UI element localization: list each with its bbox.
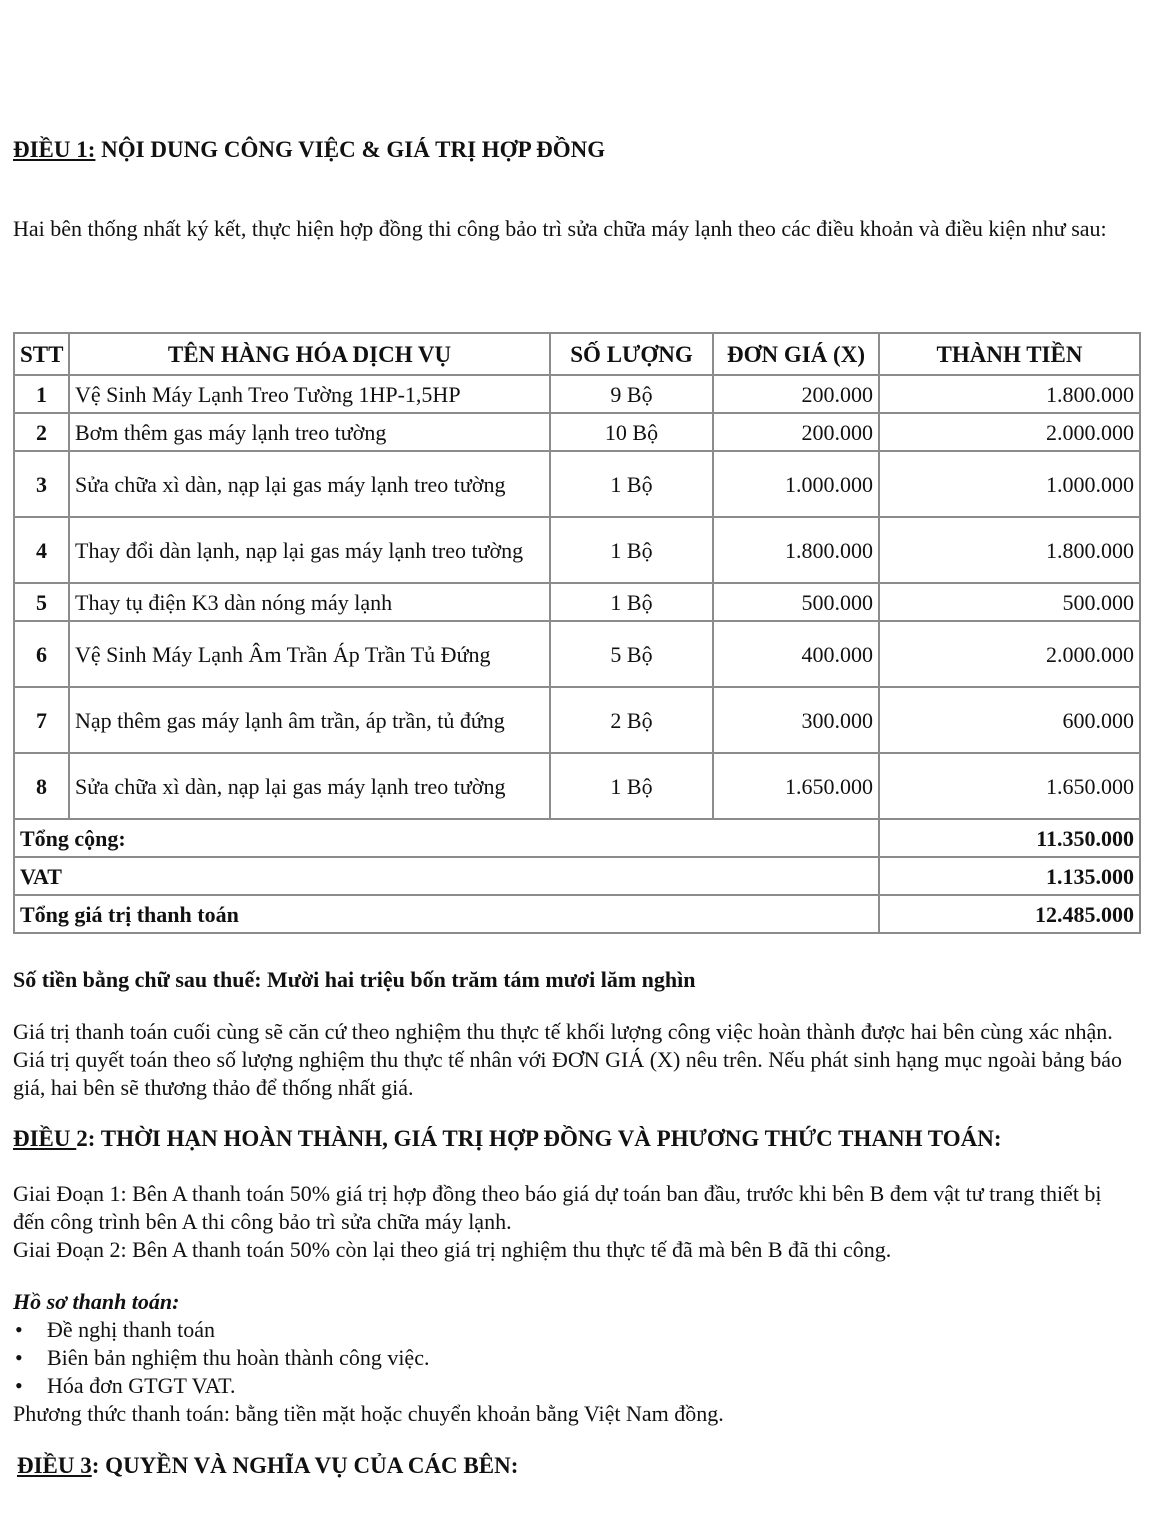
payment-stage-2: Giai Đoạn 2: Bên A thanh toán 50% còn lại theo giá trị nghiệm thu thực tế đã mà bên B đã thi công. <box>13 1237 892 1262</box>
payment-docs-list <box>13 1316 1113 1400</box>
row-amount: 600.000 <box>879 687 1140 753</box>
vat-value: 1.135.000 <box>879 857 1140 895</box>
table-row <box>14 621 1140 687</box>
row-name: Thay tụ điện K3 dàn nóng máy lạnh <box>69 583 550 621</box>
article-3-heading: : QUYỀN VÀ NGHĨA VỤ CỦA CÁC BÊN: <box>91 1453 519 1478</box>
row-stt: 6 <box>14 621 69 687</box>
row-name: Bơm thêm gas máy lạnh treo tường <box>69 413 550 451</box>
row-amount: 1.800.000 <box>879 375 1140 413</box>
vat-label: VAT <box>14 857 879 895</box>
row-quantity: 2 Bộ <box>550 687 713 753</box>
row-stt: 7 <box>14 687 69 753</box>
row-quantity: 9 Bộ <box>550 375 713 413</box>
row-stt: 5 <box>14 583 69 621</box>
list-item-text: Đề nghị thanh toán <box>47 1317 216 1342</box>
subtotal-label: Tổng cộng: <box>14 819 879 857</box>
row-name: Sửa chữa xì dàn, nạp lại gas máy lạnh treo tường <box>69 753 550 819</box>
row-amount: 1.000.000 <box>879 451 1140 517</box>
row-quantity: 1 Bộ <box>550 451 713 517</box>
payment-method: Phương thức thanh toán: bằng tiền mặt hoặc chuyển khoản bằng Việt Nam đồng. <box>13 1401 724 1426</box>
row-quantity: 1 Bộ <box>550 583 713 621</box>
row-stt: 4 <box>14 517 69 583</box>
row-name: Nạp thêm gas máy lạnh âm trần, áp trần, tủ đứng <box>69 687 550 753</box>
table-row <box>14 413 1140 451</box>
list-item <box>13 1372 1113 1400</box>
subtotal-value: 11.350.000 <box>879 819 1140 857</box>
row-amount: 1.800.000 <box>879 517 1140 583</box>
list-item-text: Hóa đơn GTGT VAT. <box>47 1373 236 1398</box>
grand-total-row <box>14 895 1140 933</box>
row-unit-price: 400.000 <box>713 621 879 687</box>
row-quantity: 5 Bộ <box>550 621 713 687</box>
row-amount: 500.000 <box>879 583 1140 621</box>
goods-table <box>13 332 1141 934</box>
table-row <box>14 517 1140 583</box>
grand-total-label: Tổng giá trị thanh toán <box>14 895 879 933</box>
bullet-icon: • <box>15 1345 23 1370</box>
row-quantity: 1 Bộ <box>550 753 713 819</box>
row-stt: 8 <box>14 753 69 819</box>
bullet-icon: • <box>15 1373 23 1398</box>
article-3-number: ĐIỀU 3 <box>17 1453 92 1478</box>
vat-row <box>14 857 1140 895</box>
row-unit-price: 200.000 <box>713 375 879 413</box>
article-2-number: ĐIỀU <box>13 1126 77 1151</box>
row-name: Sửa chữa xì dàn, nạp lại gas máy lạnh treo tường <box>69 451 550 517</box>
article-2-heading: 2: THỜI HẠN HOÀN THÀNH, GIÁ TRỊ HỢP ĐỒNG VÀ PHƯƠNG THỨC THANH TOÁN: <box>76 1126 1002 1151</box>
row-quantity: 1 Bộ <box>550 517 713 583</box>
row-unit-price: 300.000 <box>713 687 879 753</box>
table-row <box>14 375 1140 413</box>
table-row <box>14 451 1140 517</box>
row-unit-price: 1.650.000 <box>713 753 879 819</box>
grand-total-value: 12.485.000 <box>879 895 1140 933</box>
row-stt: 2 <box>14 413 69 451</box>
header-name: TÊN HÀNG HÓA DỊCH VỤ <box>69 333 550 375</box>
article-2-title <box>13 1126 1002 1152</box>
row-unit-price: 1.000.000 <box>713 451 879 517</box>
payment-docs-title: Hồ sơ thanh toán: <box>13 1289 180 1314</box>
settlement-note: Giá trị thanh toán cuối cùng sẽ căn cứ theo nghiệm thu thực tế khối lượng công việc hoàn thành được hai bên cùng xác nhận. Giá trị quyết toán theo số lượng nghiệm thu thực tế nhân với ĐƠN GIÁ (X) nêu trên. Nếu phát sinh hạng mục ngoài bảng báo giá, hai bên sẽ thương thảo để thống nhất giá. <box>13 1019 1122 1100</box>
table-header-row <box>14 333 1140 375</box>
article-1-intro: Hai bên thống nhất ký kết, thực hiện hợp đồng thi công bảo trì sửa chữa máy lạnh theo các điều khoản và điều kiện như sau: <box>13 216 1107 241</box>
row-amount: 1.650.000 <box>879 753 1140 819</box>
article-1-title <box>13 137 605 163</box>
row-amount: 2.000.000 <box>879 621 1140 687</box>
amount-in-words: Số tiền bằng chữ sau thuế: Mười hai triệu bốn trăm tám mươi lăm nghìn <box>13 967 696 992</box>
row-stt: 1 <box>14 375 69 413</box>
row-quantity: 10 Bộ <box>550 413 713 451</box>
list-item <box>13 1316 1113 1344</box>
list-item-text: Biên bản nghiệm thu hoàn thành công việc. <box>47 1345 430 1370</box>
article-1-number: ĐIỀU 1: <box>13 137 96 162</box>
row-unit-price: 500.000 <box>713 583 879 621</box>
row-name: Vệ Sinh Máy Lạnh Âm Trần Áp Trần Tủ Đứng <box>69 621 550 687</box>
table-row <box>14 753 1140 819</box>
bullet-icon: • <box>15 1317 23 1342</box>
row-stt: 3 <box>14 451 69 517</box>
header-amount: THÀNH TIỀN <box>879 333 1140 375</box>
header-quantity: SỐ LƯỢNG <box>550 333 713 375</box>
table-row <box>14 687 1140 753</box>
list-item <box>13 1344 1113 1372</box>
row-unit-price: 200.000 <box>713 413 879 451</box>
header-stt: STT <box>14 333 69 375</box>
row-name: Vệ Sinh Máy Lạnh Treo Tường 1HP-1,5HP <box>69 375 550 413</box>
table-row <box>14 583 1140 621</box>
header-unit-price: ĐƠN GIÁ (X) <box>713 333 879 375</box>
payment-stage-1: Giai Đoạn 1: Bên A thanh toán 50% giá trị hợp đồng theo báo giá dự toán ban đầu, trước khi bên B đem vật tư trang thiết bị đến công trình bên A thi công bảo trì sửa chữa máy lạnh. <box>13 1181 1102 1234</box>
article-1-heading: NỘI DUNG CÔNG VIỆC & GIÁ TRỊ HỢP ĐỒNG <box>95 137 606 162</box>
row-unit-price: 1.800.000 <box>713 517 879 583</box>
row-name: Thay đổi dàn lạnh, nạp lại gas máy lạnh treo tường <box>69 517 550 583</box>
article-3-title <box>17 1453 518 1479</box>
row-amount: 2.000.000 <box>879 413 1140 451</box>
subtotal-row <box>14 819 1140 857</box>
